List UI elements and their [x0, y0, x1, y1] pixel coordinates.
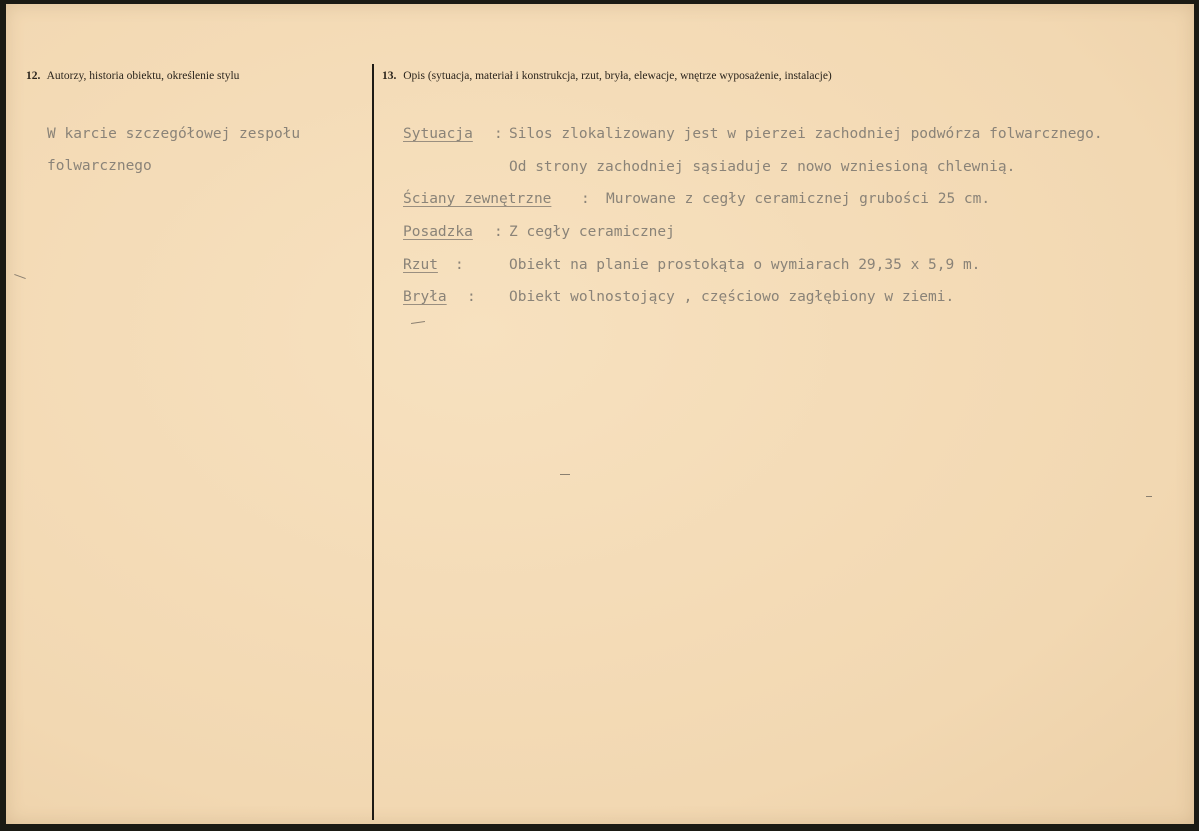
entry-value-posadzka: Z cegły ceramicznej [509, 224, 675, 240]
section-12-text-line-2: folwarcznego [47, 158, 152, 174]
paper-speck [560, 474, 570, 475]
entry-label-rzut: Rzut [403, 257, 438, 273]
entry-sep-bryla: : [467, 289, 476, 305]
entry-value-sciany: Murowane z cegły ceramicznej grubości 25 cm. [606, 191, 991, 207]
entry-label-bryla: Bryła [403, 289, 447, 305]
entry-sep-posadzka: : [494, 224, 503, 240]
record-card [6, 4, 1194, 824]
section-12-title: Autorzy, historia obiektu, określenie stylu [46, 70, 240, 82]
section-13-header [382, 70, 832, 82]
entry-value-sytuacja: Silos zlokalizowany jest w pierzei zachodniej podwórza folwarcznego. [509, 126, 1103, 142]
section-13-title: Opis (sytuacja, materiał i konstrukcja, rzut, bryła, elewacje, wnętrze wyposażenie, instalacje) [403, 70, 832, 82]
entry-sep-sciany: : [581, 191, 590, 207]
paper-speck [411, 321, 425, 324]
entry-sep-sytuacja: : [494, 126, 503, 142]
entry-value-bryla: Obiekt wolnostojący , częściowo zagłębiony w ziemi. [509, 289, 955, 305]
section-12-text-line-1: W karcie szczegółowej zespołu [47, 126, 301, 142]
entry-sep-rzut: : [455, 257, 464, 273]
column-divider [372, 64, 374, 820]
paper-speck [1146, 496, 1152, 497]
section-12-number: 12. [26, 70, 41, 82]
entry-label-sciany: Ściany zewnętrzne [403, 191, 552, 207]
paper-speck [14, 274, 26, 279]
entry-value-rzut: Obiekt na planie prostokąta o wymiarach 29,35 x 5,9 m. [509, 257, 981, 273]
entry-label-posadzka: Posadzka [403, 224, 473, 240]
section-12-header [26, 70, 239, 82]
section-13-number: 13. [382, 70, 397, 82]
entry-continuation-sytuacja: Od strony zachodniej sąsiaduje z nowo wzniesioną chlewnią. [509, 159, 1016, 175]
entry-label-sytuacja: Sytuacja [403, 126, 473, 142]
